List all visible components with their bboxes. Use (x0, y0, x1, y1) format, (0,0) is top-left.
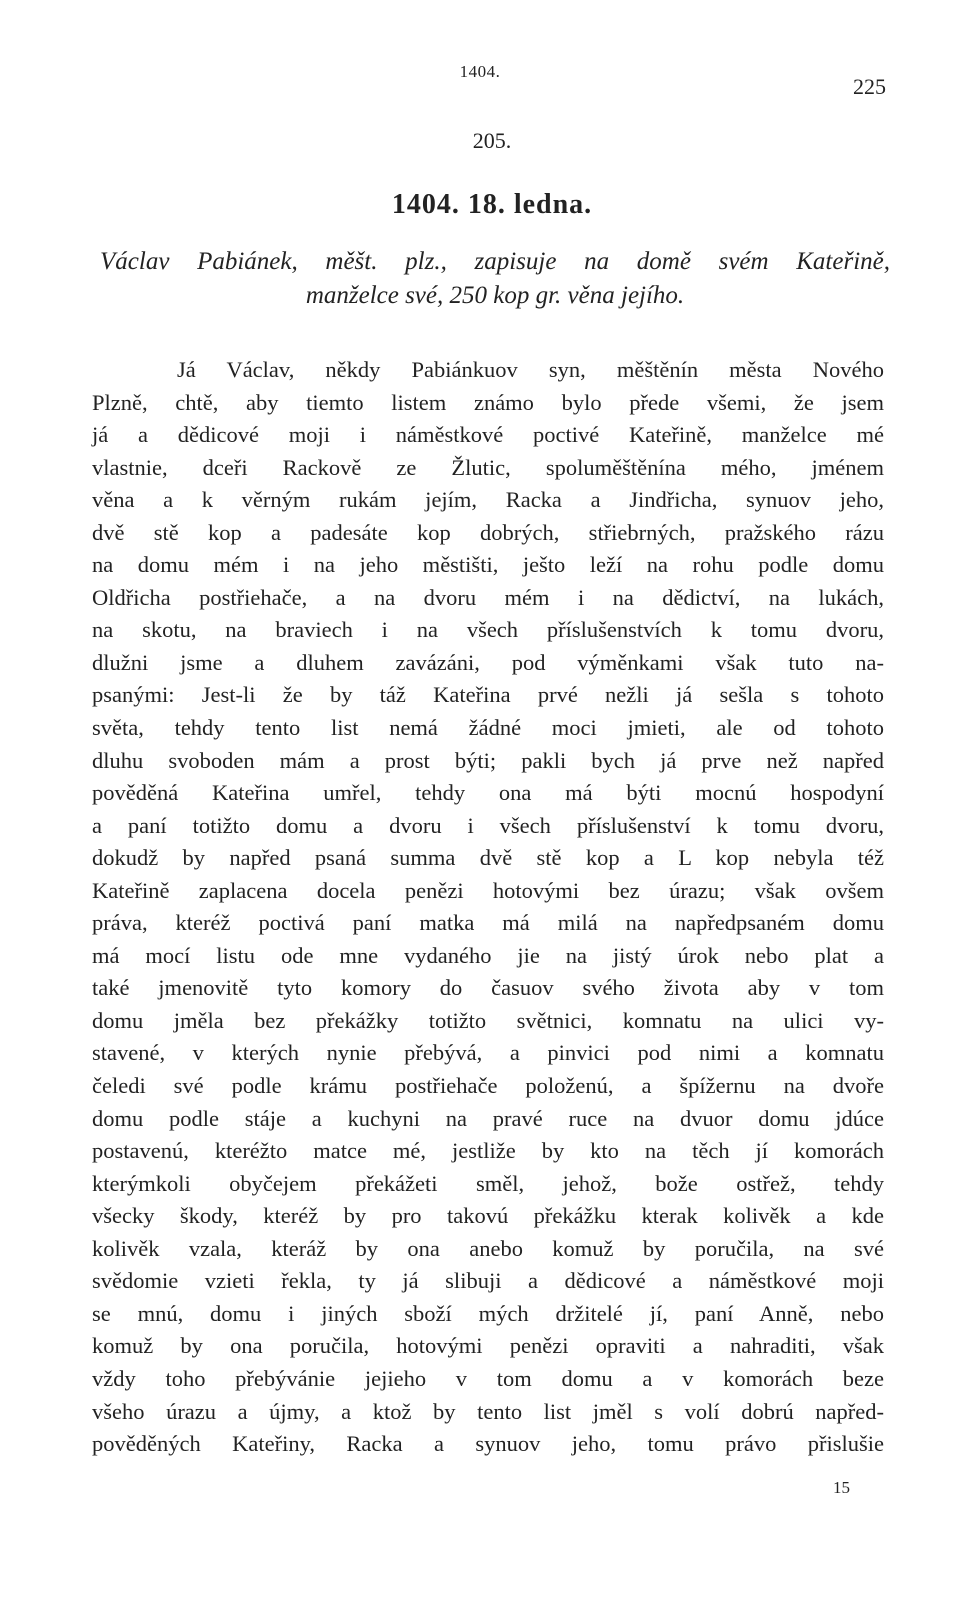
body-line: Oldřicha postřiehače, a na dvoru mém i na dědictví, na lukách, (92, 584, 884, 610)
body-line: dvě stě kop a padesáte kop dobrých, střiebrných, pražského rázu (92, 519, 884, 545)
running-head: 1404. (459, 62, 501, 81)
signature-mark: 15 (833, 1478, 850, 1497)
body-line: stavené, v kterých nynie přebývá, a pinvici pod nimi a komnatu (92, 1040, 884, 1066)
body-line: dluhu svoboden mám a prost býti; pakli bych já prve než napřed (92, 747, 884, 773)
body-line: kolivěk vzala, kteráž by ona anebo komuž by poručila, na své (92, 1235, 884, 1261)
body-line: dokudž by napřed psaná summa dvě stě kop a L kop nebyla též (92, 845, 884, 871)
abstract-line: Václav Pabiánek, měšt. plz., zapisuje na domě svém Kateřině, (100, 248, 890, 275)
document-number: 205. (472, 128, 512, 153)
body-line: také jmenovitě tyto komory do časuov svého života aby v tom (92, 975, 884, 1001)
body-line: má mocí listu ode mne vydaného jie na jistý úrok nebo plat a (92, 942, 884, 968)
body-line: Já Václav, někdy Pabiánkuov syn, měštěnín města Nového (177, 357, 884, 382)
body-line: pověděných Kateřiny, Racka a synuov jeho, tomu právo přislušie (92, 1431, 884, 1457)
body-line: já a dědicové moji i náměstkové poctivé Kateřině, manželce mé (92, 422, 884, 448)
body-line: svědomie vzieti řekla, ty já slibuji a dědicové a náměstkové moji (92, 1268, 884, 1294)
body-line: Kateřině zaplacena docela penězi hotovými bez úrazu; však ovšem (92, 877, 884, 903)
body-line: postavenú, kteréžto matce mé, jestliže by kto na těch jí komorách (92, 1138, 884, 1164)
body-line: psanými: Jest-li že by táž Kateřina prvé nežli já sešla s tohoto (92, 682, 884, 708)
body-line: Plzně, chtě, aby tiemto listem známo bylo přede všemi, že jsem (92, 389, 884, 415)
body-line: a paní totižto domu a dvoru i všech příslušenství k tomu dvoru, (92, 812, 884, 838)
document-date-heading: 1404. 18. ledna. (391, 189, 593, 220)
body-line: všecky škody, kteréž by pro takovú překážku kterak kolivěk a kde (92, 1203, 884, 1229)
document-abstract (100, 245, 890, 313)
body-line: domu jměla bez překážky totižto světnici, komnatu na ulici vy- (92, 1007, 884, 1033)
abstract-line: manželce své, 250 kop gr. věna jejího. (305, 282, 685, 309)
body-line: čeledi své podle krámu postřiehače položenú, a špížernu na dvoře (92, 1073, 884, 1099)
body-line: na skotu, na braviech i na všech příslušenstvích k tomu dvoru, (92, 617, 884, 643)
body-line: dlužni jsme a dluhem zavázáni, pod výměnkami však tuto na- (92, 649, 884, 675)
document-body (92, 354, 884, 1461)
body-line: vždy toho přebývánie jejieho v tom domu a v komorách beze (92, 1365, 884, 1391)
body-line: na domu mém i na jeho městišti, ješto leží na rohu podle domu (92, 552, 884, 578)
body-line: vlastnie, dceři Rackově ze Žlutic, spoluměštěnína mého, jménem (92, 454, 884, 480)
body-line: všeho úrazu a újmy, a ktož by tento list jměl s volí dobrú napřed- (92, 1398, 884, 1424)
body-line: se mnú, domu i jiných sboží mých držitelé jí, paní Anně, nebo (92, 1300, 884, 1326)
body-line: práva, kteréž poctivá paní matka má milá na napředpsaném domu (92, 910, 884, 936)
body-line: domu podle stáje a kuchyni na pravé ruce na dvuor domu jdúce (92, 1105, 884, 1131)
page-number: 225 (853, 74, 886, 99)
body-line: pověděná Kateřina umřel, tehdy ona má býti mocnú hospodyní (92, 780, 884, 806)
body-line: kterýmkoli obyčejem překážeti směl, jehož, bože ostřež, tehdy (92, 1170, 884, 1196)
body-line: světa, tehdy tento list nemá žádné moci jmieti, ale od tohoto (92, 715, 884, 741)
body-line: věna a k věrným rukám jejím, Racka a Jindřicha, synuov jeho, (92, 487, 884, 513)
body-line: komuž by ona poručila, hotovými penězi opraviti a nahraditi, však (92, 1333, 884, 1359)
